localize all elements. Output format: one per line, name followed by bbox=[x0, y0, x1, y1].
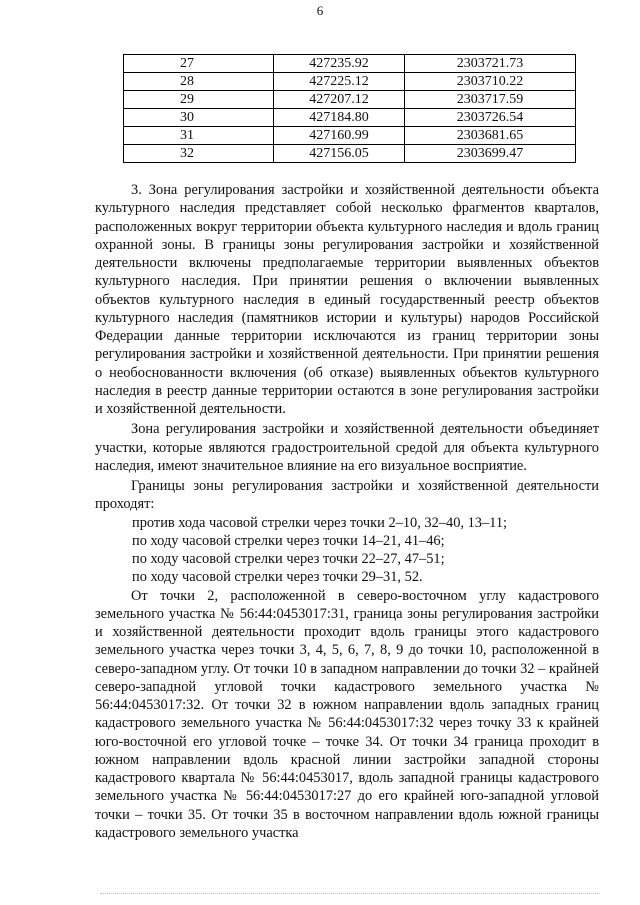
y-coordinate: 2303717.59 bbox=[405, 91, 576, 109]
paragraph-zone-description: 3. Зона регулирования застройки и хозяйственной деятельности объекта культурного наследия представляет собой несколько фрагментов кварталов, расположенных вокруг территории объекта культурного наследия и вдоль границ охранной зоны. В границы зоны регулирования застройки и хозяйственной деятельности включены предполагаемые территории выявленных объектов культурного наследия. При принятии решения о включении выявленных объектов культурного наследия в единый государственный реестр объектов культурного наследия (памятников истории и культуры) народов Российской Федерации данные территории исключаются из границ территории зоны регулирования застройки и хозяйственной деятельности. При принятии решения о необоснованности включения (об отказе) выявленных объектов культурного наследия в реестр данные территории остаются в зоне регулирования застройки и хозяйственной деятельности. bbox=[95, 182, 599, 417]
table-row bbox=[124, 127, 576, 145]
x-coordinate: 427235.92 bbox=[274, 55, 405, 73]
point-number: 30 bbox=[124, 109, 274, 127]
list-item: по ходу часовой стрелки через точки 29–31, 52. bbox=[132, 569, 423, 586]
paragraph-boundaries-intro: Границы зоны регулирования застройки и хозяйственной деятельности проходят: bbox=[95, 478, 599, 513]
x-coordinate: 427225.12 bbox=[274, 73, 405, 91]
point-number: 29 bbox=[124, 91, 274, 109]
list-item: по ходу часовой стрелки через точки 22–27, 47–51; bbox=[132, 551, 445, 567]
x-coordinate: 427207.12 bbox=[274, 91, 405, 109]
y-coordinate: 2303681.65 bbox=[405, 127, 576, 145]
document-body bbox=[95, 181, 599, 842]
x-coordinate: 427156.05 bbox=[274, 145, 405, 163]
table-row bbox=[124, 55, 576, 73]
x-coordinate: 427160.99 bbox=[274, 127, 405, 145]
point-number: 32 bbox=[124, 145, 274, 163]
y-coordinate: 2303726.54 bbox=[405, 109, 576, 127]
page-bottom-divider bbox=[100, 893, 600, 897]
point-number: 28 bbox=[124, 73, 274, 91]
point-number: 27 bbox=[124, 55, 274, 73]
list-item: по ходу часовой стрелки через точки 14–21, 41–46; bbox=[132, 532, 445, 549]
paragraph-boundary-description: От точки 2, расположенной в северо-восточном углу кадастрового земельного участка № 56:44:0453017:31, граница зоны регулирования застройки и хозяйственной деятельности проходит вдоль границы этого кадастрового земельного участка через точки 3, 4, 5, 6, 7, 8, 9 до точки 10, расположенной в северо-западном углу. От точки 10 в западном направлении до точки 32 – крайней северо-западной угловой точки кадастрового земельного участка № 56:44:0453017:32. От точки 32 в южном направлении вдоль западных границ кадастрового земельного участка № 56:44:0453017:32 через точку 33 к крайней юго-восточной его угловой точке – точке 34. От точки 34 граница проходит в южном направлении вдоль красной линии застройки западной стороны кадастрового квартала № 56:44:0453017, вдоль западной границы кадастрового земельного участка № 56:44:0453017:27 до его крайней юго-западной угловой точки – точки 35. От точки 35 в восточном направлении вдоль южной границы кадастрового земельного участка bbox=[95, 587, 599, 841]
y-coordinate: 2303710.22 bbox=[405, 73, 576, 91]
y-coordinate: 2303721.73 bbox=[405, 55, 576, 73]
coordinates-table bbox=[123, 54, 576, 163]
paragraph-zone-purpose: Зона регулирования застройки и хозяйственной деятельности объединяет участки, которые являются градостроительной средой для объекта культурного наследия, имеют значительное влияние на его визуальное восприятие. bbox=[95, 421, 599, 474]
page-number: 6 bbox=[316, 3, 324, 18]
y-coordinate: 2303699.47 bbox=[405, 145, 576, 163]
table-row bbox=[124, 91, 576, 109]
table-row bbox=[124, 145, 576, 163]
table-row bbox=[124, 109, 576, 127]
x-coordinate: 427184.80 bbox=[274, 109, 405, 127]
table-row bbox=[124, 73, 576, 91]
list-item: против хода часовой стрелки через точки 2–10, 32–40, 13–11; bbox=[132, 514, 508, 531]
point-number: 31 bbox=[124, 127, 274, 145]
